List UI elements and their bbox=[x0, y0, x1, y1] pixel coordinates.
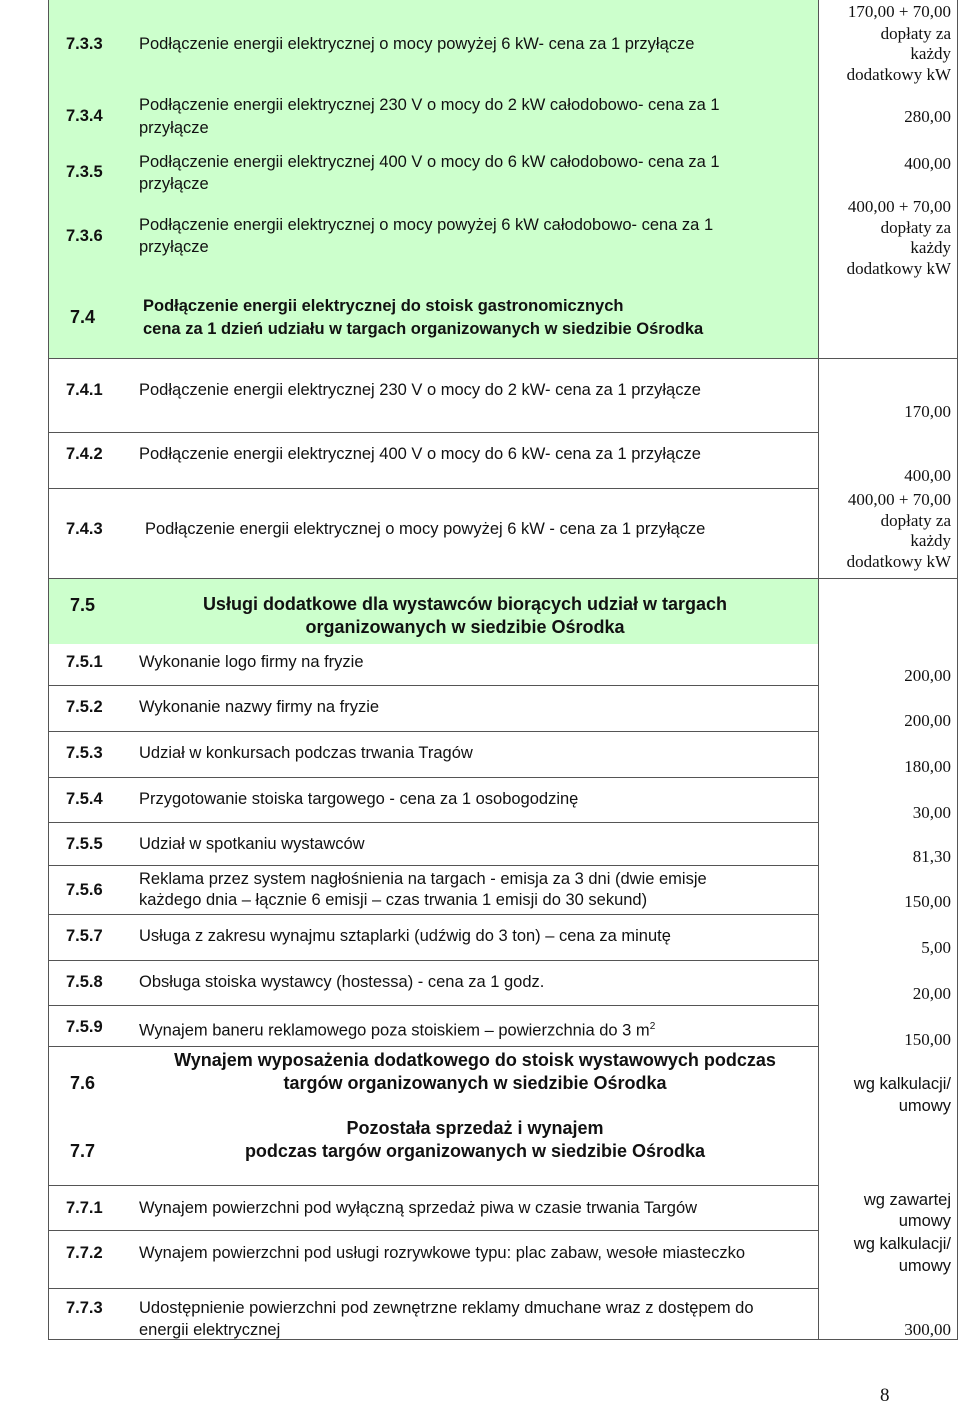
row-price: każdy bbox=[910, 44, 951, 63]
row-description-text: Wynajem baneru reklamowego poza stoiskiem – powierzchnia do 3 m bbox=[139, 1021, 650, 1040]
row-number: 7.5.6 bbox=[66, 881, 103, 899]
row-description: Podłączenie energii elektrycznej 400 V o mocy do 6 kW- cena za 1 przyłącze bbox=[139, 445, 701, 463]
row-number: 7.4.3 bbox=[66, 520, 103, 538]
section-title: cena za 1 dzień udziału w targach organizowanych w siedzibie Ośrodka bbox=[143, 320, 704, 338]
row-description: przyłącze bbox=[139, 119, 209, 137]
row-price: 20,00 bbox=[912, 984, 951, 1003]
row-price: 81,30 bbox=[912, 847, 951, 866]
row-number: 7.4.1 bbox=[66, 381, 103, 399]
row-description: każdego dnia – łącznie 6 emisji – czas trwania 1 emisji do 30 sekund) bbox=[139, 891, 648, 909]
section-number: 7.7 bbox=[70, 1141, 96, 1161]
row-price: dopłaty za bbox=[880, 24, 951, 43]
row-price: dodatkowy kW bbox=[846, 65, 951, 84]
row-number: 7.4.2 bbox=[66, 445, 103, 463]
row-price: umowy bbox=[898, 1212, 951, 1230]
row-number: 7.5.3 bbox=[66, 744, 103, 762]
row-number: 7.7.2 bbox=[66, 1244, 103, 1262]
row-divider bbox=[48, 865, 818, 866]
row-price: 170,00 + 70,00 bbox=[847, 2, 951, 21]
row-price: 180,00 bbox=[904, 757, 951, 776]
row-description: przyłącze bbox=[139, 238, 209, 256]
row-number: 7.5.5 bbox=[66, 835, 103, 853]
row-price: 300,00 bbox=[904, 1320, 951, 1339]
row-price: 170,00 bbox=[904, 402, 951, 421]
row-description: Podłączenie energii elektrycznej 230 V o mocy do 2 kW całodobowo- cena za 1 bbox=[139, 96, 720, 114]
row-description: Wynajem powierzchni pod usługi rozrywkowe typu: plac zabaw, wesołe miasteczko bbox=[139, 1244, 746, 1262]
row-price: 200,00 bbox=[904, 666, 951, 685]
row-number: 7.5.9 bbox=[66, 1018, 103, 1036]
divider-75 bbox=[48, 578, 958, 579]
section-number: 7.6 bbox=[70, 1073, 96, 1093]
row-number: 7.5.7 bbox=[66, 927, 103, 945]
row-description: przyłącze bbox=[139, 175, 209, 193]
row-number: 7.3.3 bbox=[66, 35, 103, 53]
row-divider bbox=[48, 1288, 818, 1289]
row-number: 7.7.3 bbox=[66, 1299, 103, 1317]
section-title: Pozostała sprzedaż i wynajem bbox=[346, 1118, 604, 1138]
divider-74 bbox=[48, 358, 958, 359]
row-price: wg kalkulacji/ bbox=[853, 1075, 951, 1093]
row-description: Podłączenie energii elektrycznej o mocy powyżej 6 kW - cena za 1 przyłącze bbox=[145, 520, 706, 538]
row-number: 7.3.6 bbox=[66, 227, 103, 245]
row-number: 7.7.1 bbox=[66, 1199, 103, 1217]
row-price: 400,00 bbox=[904, 466, 951, 485]
row-divider bbox=[48, 731, 818, 732]
section-title: podczas targów organizowanych w siedzibie Ośrodka bbox=[244, 1141, 706, 1161]
row-price: wg kalkulacji/ bbox=[853, 1235, 951, 1253]
row-number: 7.5.2 bbox=[66, 698, 103, 716]
row-number: 7.5.1 bbox=[66, 653, 103, 671]
row-price: 150,00 bbox=[904, 892, 951, 911]
row-description bbox=[139, 1017, 655, 1041]
row-divider bbox=[48, 432, 818, 433]
row-price: umowy bbox=[898, 1097, 951, 1115]
row-description: Wykonanie nazwy firmy na fryzie bbox=[139, 698, 380, 716]
row-description: Podłączenie energii elektrycznej 400 V o mocy do 6 kW całodobowo- cena za 1 bbox=[139, 153, 720, 171]
row-divider bbox=[48, 822, 818, 823]
row-divider bbox=[48, 914, 818, 915]
row-description: Reklama przez system nagłośnienia na targach - emisja za 3 dni (dwie emisje bbox=[139, 870, 707, 888]
row-price: 5,00 bbox=[921, 938, 951, 957]
row-price: 200,00 bbox=[904, 711, 951, 730]
row-divider bbox=[48, 685, 818, 686]
row-description: Podłączenie energii elektrycznej o mocy powyżej 6 kW- cena za 1 przyłącze bbox=[139, 35, 695, 53]
row-price: 30,00 bbox=[912, 803, 951, 822]
row-price: dopłaty za bbox=[880, 218, 951, 237]
price-column-divider bbox=[818, 0, 819, 1339]
row-description: Udział w konkursach podczas trwania Tragów bbox=[139, 744, 473, 762]
row-price: 280,00 bbox=[904, 107, 951, 126]
row-description: energii elektrycznej bbox=[139, 1321, 281, 1339]
section-title: organizowanych w siedzibie Ośrodka bbox=[305, 617, 625, 637]
row-price: każdy bbox=[910, 238, 951, 257]
row-description: Wynajem powierzchni pod wyłączną sprzedaż piwa w czasie trwania Targów bbox=[139, 1199, 698, 1217]
row-description: Udział w spotkaniu wystawców bbox=[139, 835, 365, 853]
row-description: Usługa z zakresu wynajmu sztaplarki (udźwig do 3 ton) – cena za minutę bbox=[139, 927, 671, 945]
row-description: Obsługa stoiska wystawcy (hostessa) - cena za 1 godz. bbox=[139, 973, 545, 991]
row-description: Udostępnienie powierzchni pod zewnętrzne reklamy dmuchane wraz z dostępem do bbox=[139, 1299, 754, 1317]
row-divider bbox=[48, 777, 818, 778]
row-price: 400,00 + 70,00 bbox=[847, 197, 951, 216]
row-divider bbox=[48, 1046, 818, 1047]
row-divider bbox=[48, 1005, 818, 1006]
row-divider bbox=[48, 1185, 818, 1186]
section-number: 7.5 bbox=[70, 595, 96, 615]
row-price: wg zawartej bbox=[863, 1191, 951, 1209]
row-number: 7.3.5 bbox=[66, 163, 103, 181]
row-price: 400,00 + 70,00 bbox=[847, 490, 951, 509]
row-number: 7.5.4 bbox=[66, 790, 103, 808]
row-divider bbox=[48, 1230, 818, 1231]
section-title: targów organizowanych w siedzibie Ośrodka bbox=[283, 1073, 667, 1093]
row-price: każdy bbox=[910, 531, 951, 550]
row-divider bbox=[48, 960, 818, 961]
row-description: Przygotowanie stoiska targowego - cena za 1 osobogodzinę bbox=[139, 790, 579, 808]
section-title: Wynajem wyposażenia dodatkowego do stoisk wystawowych podczas bbox=[174, 1050, 776, 1070]
row-description: Podłączenie energii elektrycznej o mocy powyżej 6 kW całodobowo- cena za 1 bbox=[139, 216, 714, 234]
row-number: 7.3.4 bbox=[66, 107, 103, 125]
row-price: umowy bbox=[898, 1257, 951, 1275]
row-price: dodatkowy kW bbox=[846, 552, 951, 571]
left-border bbox=[48, 0, 49, 1339]
row-price: 400,00 bbox=[904, 154, 951, 173]
row-description: Wykonanie logo firmy na fryzie bbox=[139, 653, 364, 671]
row-number: 7.5.8 bbox=[66, 973, 103, 991]
row-price: dopłaty za bbox=[880, 511, 951, 530]
right-border bbox=[957, 0, 958, 1339]
row-price: 150,00 bbox=[904, 1030, 951, 1049]
row-divider bbox=[48, 488, 818, 489]
section-title: Podłączenie energii elektrycznej do stoisk gastronomicznych bbox=[143, 297, 624, 315]
section-title: Usługi dodatkowe dla wystawców biorących udział w targach bbox=[202, 594, 728, 614]
section-number: 7.4 bbox=[70, 307, 96, 327]
row-description: Podłączenie energii elektrycznej 230 V o mocy do 2 kW- cena za 1 przyłącze bbox=[139, 381, 701, 399]
page-number: 8 bbox=[880, 1385, 890, 1406]
row-price: dodatkowy kW bbox=[846, 259, 951, 278]
superscript: 2 bbox=[649, 1021, 656, 1032]
